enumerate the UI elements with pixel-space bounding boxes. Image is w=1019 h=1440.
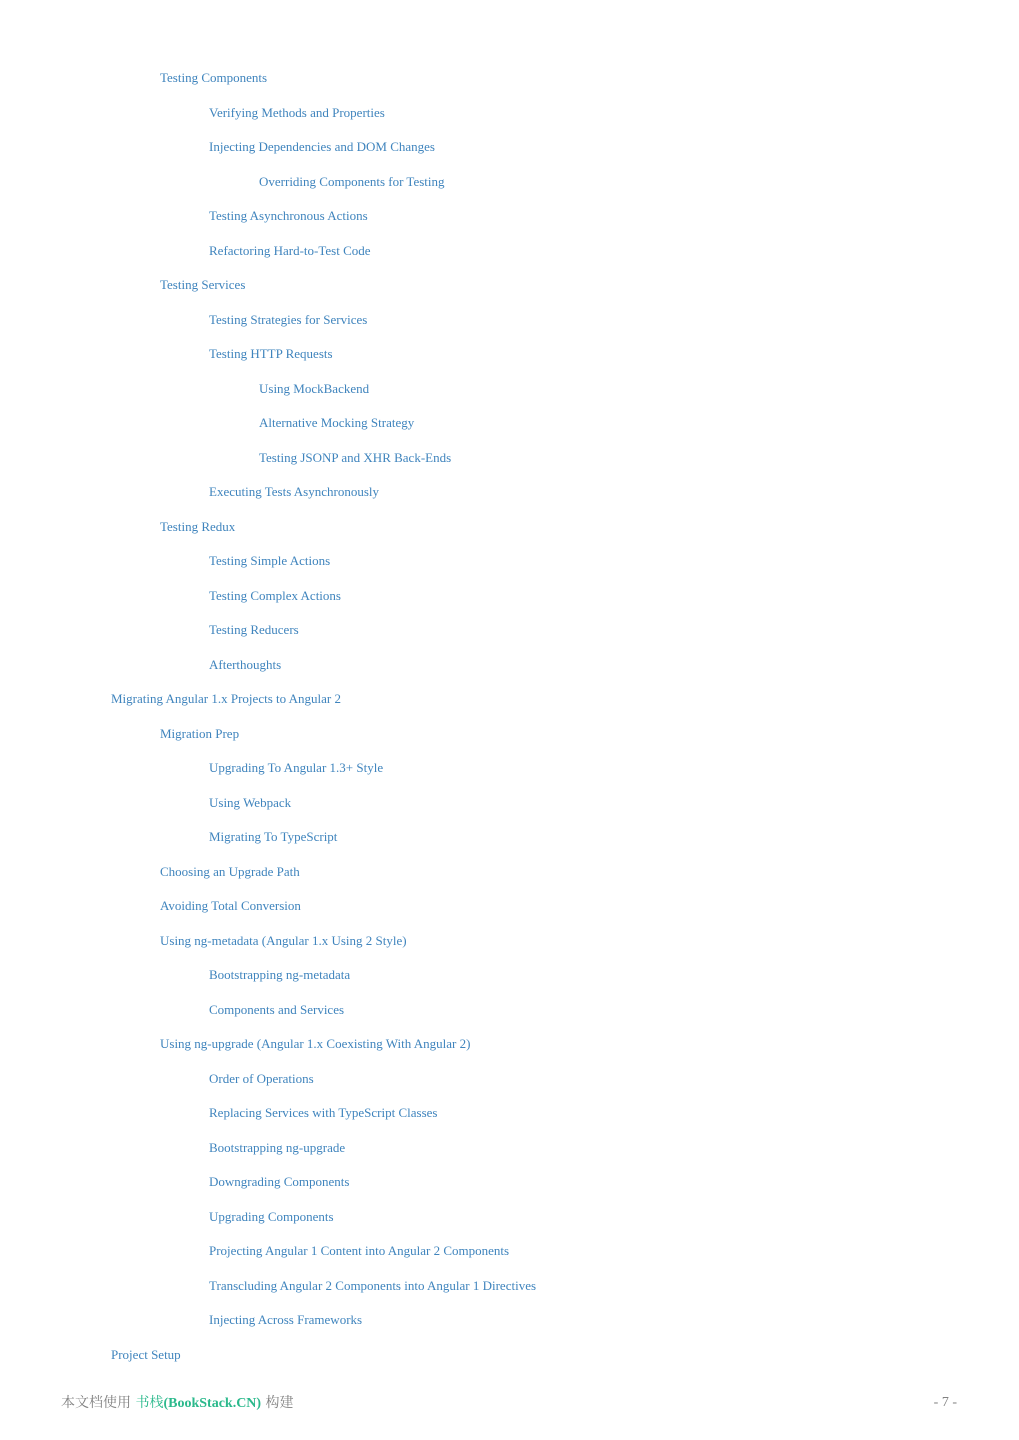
toc-link[interactable]: Migration Prep [160, 726, 240, 741]
toc-link[interactable]: Alternative Mocking Strategy [259, 415, 415, 430]
toc-link[interactable]: Testing Asynchronous Actions [209, 208, 368, 223]
toc-link[interactable]: Choosing an Upgrade Path [160, 864, 300, 879]
toc-link[interactable]: Refactoring Hard-to-Test Code [209, 243, 371, 258]
toc-link[interactable]: Afterthoughts [209, 657, 282, 672]
brand-link[interactable] [135, 1396, 261, 1411]
toc-link[interactable]: Replacing Services with TypeScript Classes [209, 1105, 438, 1120]
toc-link[interactable]: Order of Operations [209, 1071, 314, 1086]
toc-link[interactable]: Verifying Methods and Properties [209, 105, 385, 120]
brand-name-en: (BookStack.CN) [163, 1396, 262, 1411]
toc-link[interactable]: Injecting Dependencies and DOM Changes [209, 139, 435, 154]
toc-link[interactable]: Using MockBackend [259, 381, 370, 396]
toc-link[interactable]: Migrating Angular 1.x Projects to Angular 2 [111, 691, 342, 706]
toc-link[interactable]: Using ng-metadata (Angular 1.x Using 2 Style) [160, 933, 407, 948]
toc-link[interactable]: Testing Services [160, 277, 246, 292]
toc-link[interactable]: Downgrading Components [209, 1174, 350, 1189]
toc-link[interactable]: Testing Reducers [209, 622, 299, 637]
toc-link[interactable]: Avoiding Total Conversion [160, 898, 301, 913]
toc-link[interactable]: Upgrading To Angular 1.3+ Style [209, 760, 384, 775]
footer-suffix: 构建 [265, 1395, 294, 1411]
toc-link[interactable]: Upgrading Components [209, 1209, 334, 1224]
toc-link[interactable]: Injecting Across Frameworks [209, 1312, 363, 1327]
toc-link[interactable]: Overriding Components for Testing [259, 174, 445, 189]
toc-link[interactable]: Project Setup [111, 1347, 181, 1362]
toc-link[interactable]: Components and Services [209, 1002, 345, 1017]
toc-link[interactable]: Transcluding Angular 2 Components into Angular 1 Directives [209, 1278, 537, 1293]
toc-link[interactable]: Testing Components [160, 70, 268, 85]
toc-link[interactable]: Testing Complex Actions [209, 588, 341, 603]
toc-link[interactable]: Testing JSONP and XHR Back-Ends [259, 450, 452, 465]
brand-name-cn: 书栈 [135, 1395, 164, 1411]
toc-link[interactable]: Bootstrapping ng-metadata [209, 967, 351, 982]
page-footer [61, 1393, 957, 1413]
toc-link[interactable]: Projecting Angular 1 Content into Angular 2 Components [209, 1243, 510, 1258]
toc-link[interactable]: Migrating To TypeScript [209, 829, 338, 844]
toc-link[interactable]: Testing HTTP Requests [209, 346, 333, 361]
toc-link[interactable]: Using Webpack [209, 795, 292, 810]
footer-credit [61, 1393, 294, 1414]
toc-link[interactable]: Testing Strategies for Services [209, 312, 368, 327]
toc-link[interactable]: Bootstrapping ng-upgrade [209, 1140, 346, 1155]
toc-link[interactable]: Using ng-upgrade (Angular 1.x Coexisting With Angular 2) [160, 1036, 471, 1051]
toc-link[interactable]: Testing Simple Actions [209, 553, 331, 568]
footer-prefix: 本文档使用 [61, 1395, 131, 1411]
toc-link[interactable]: Testing Redux [160, 519, 236, 534]
toc-link[interactable]: Executing Tests Asynchronously [209, 484, 380, 499]
page-number: - 7 - [933, 1395, 957, 1410]
